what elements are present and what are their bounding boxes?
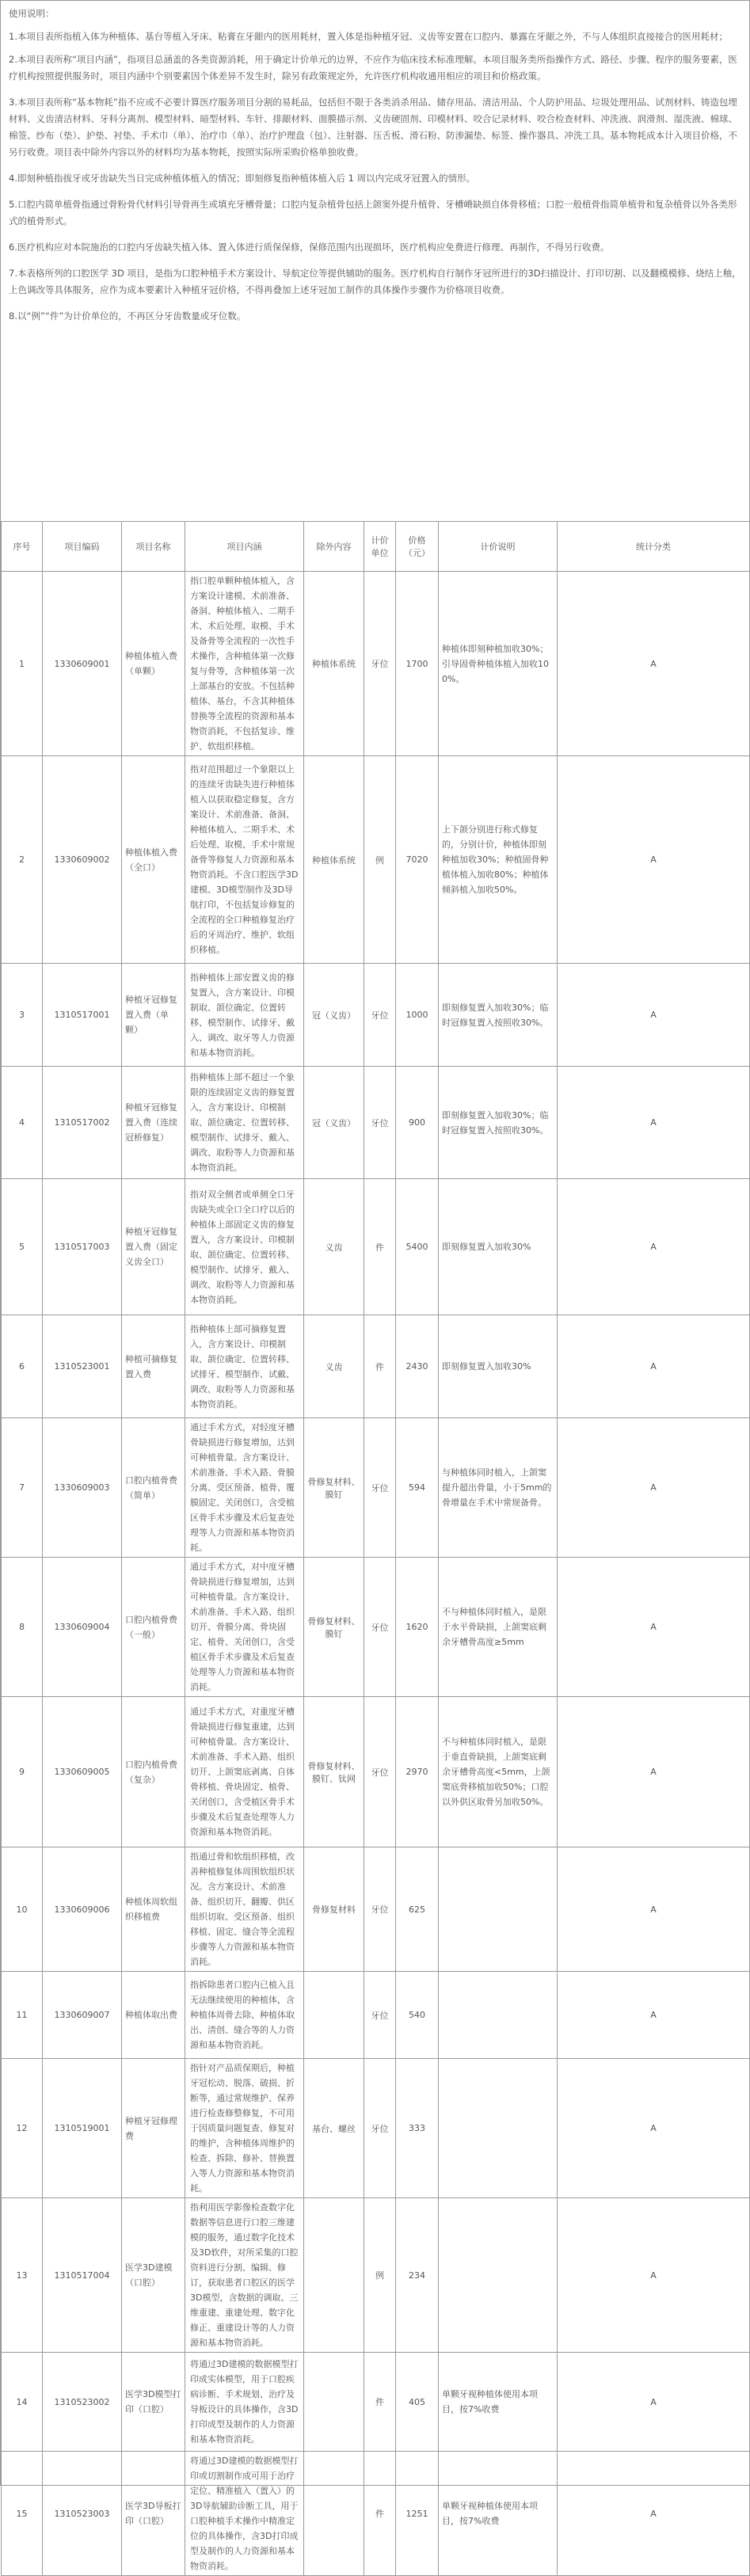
cell-content: 指对双全侧者或单侧全口牙齿缺失或全口全口疗以后的种植体上部固定义齿的修复置入，含方案设计、印模制取、颌位确定、位置转移、模型制作、试排牙、戴入、调改、取粉等人力资源和基本物资消耗。 — [185, 1179, 304, 1315]
cell-price: 540 — [396, 1972, 439, 2059]
cell-content: 通过手术方式，对轻度牙槽骨缺损进行修复增加，达到可种植骨量。含方案设计、术前准备、手术入路、骨膜分离、受区预备、植骨、覆膜固定、关闭创口，含受植区骨手术步骤及术后复查处理等人力资源和基本物资消耗。 — [185, 1418, 304, 1558]
cell-exclude: 义齿 — [304, 1315, 364, 1418]
cell-note: 种植体即刻种植加收30%；引导固骨种植体植入加收100%。 — [439, 572, 558, 756]
cell-unit: 牙位 — [364, 1972, 396, 2059]
cell-name: 种植体植入费（单颗） — [122, 572, 185, 756]
pricing-table — [1, 521, 750, 2576]
cell-code: 1310517002 — [43, 1067, 122, 1179]
cell-content: 指种植体上部安置义齿的修复置入，含方案设计、印模制取、颌位确定、位置转移、模型制作、试排牙、戴入、调改、取牙等人力资源和基本物资消耗。 — [185, 964, 304, 1067]
cell-price: 234 — [396, 2198, 439, 2353]
cell-note — [439, 2059, 558, 2198]
table-row — [2, 2198, 750, 2353]
cell-content: 指种植体上部可摘修复置入，含方案设计、印模制取、颌位确定、位置转移、试排牙、模型制作、试戴、调改、取粉等人力资源和基本物资消耗。 — [185, 1315, 304, 1418]
cell-no: 3 — [2, 964, 43, 1067]
cell-price: 900 — [396, 1067, 439, 1179]
header-unit: 计价单位 — [364, 522, 396, 572]
cell-category: A — [558, 1179, 750, 1315]
cell-category: A — [558, 2059, 750, 2198]
cell-price: 405 — [396, 2353, 439, 2452]
cell-code: 1310519001 — [43, 2059, 122, 2198]
cell-category: A — [558, 1972, 750, 2059]
cell-category: A — [558, 1067, 750, 1179]
cell-content: 指利用医学影像检查数字化数据等信息进行口腔三维建模的服务，通过数字化技术及3D软件，对所采集的口腔资料进行分割、编辑、修订，获取患者口腔区的医学3D模型，含数据的调取、三维重建、重建处理、数字化修正、重建设计等的人力资源和基本物资消耗。 — [185, 2198, 304, 2353]
cell-name: 种植牙冠修复置入费（固定义齿全口） — [122, 1179, 185, 1315]
cell-note: 不与种植体同时植入，是限于水平骨缺损，上颌窦底剩余牙槽骨高度≥5mm — [439, 1558, 558, 1697]
cell-no: 4 — [2, 1067, 43, 1179]
cell-name: 口腔内植骨费（一般） — [122, 1558, 185, 1697]
cell-no: 6 — [2, 1315, 43, 1418]
cell-name: 种植牙冠修复置入费（连续冠桥修复） — [122, 1067, 185, 1179]
cell-content: 将通过3D建模的数据模型打印或切割制作成可用于治疗定位、精准植入（置入）的3D导航辅助诊断工具，用于口腔种植手术操作中精准定位的具体操作，含3D打印成型及制作的人力资源和基本物资消耗。 — [185, 2452, 304, 2576]
cell-name: 种植可摘修复置入费 — [122, 1315, 185, 1418]
header-price: 价格（元） — [396, 522, 439, 572]
cell-name: 口腔内植骨费（复杂） — [122, 1697, 185, 1847]
cell-unit: 件 — [364, 2353, 396, 2452]
notes-title: 使用说明： — [9, 8, 55, 19]
cell-code: 1330609002 — [43, 756, 122, 964]
cell-price: 1251 — [396, 2452, 439, 2576]
cell-exclude — [304, 2198, 364, 2353]
cell-content: 指通过骨和软组织移植，改善种植修复体周围软组织状况。含方案设计、术前准备、组织切开、翻瓣、供区组织切取、受区预备、组织移植、固定、缝合等全流程步骤等人力资源和基本物资消耗。 — [185, 1847, 304, 1972]
cell-exclude — [304, 1972, 364, 2059]
cell-note: 上下颌分别进行称式修复的，分别计价，种植体即刻种植加收30%；种植固骨种植体植入加收80%；种植体倾斜植入加收50%。 — [439, 756, 558, 964]
cell-exclude: 骨修复材料 — [304, 1847, 364, 1972]
cell-name: 医学3D建模（口腔） — [122, 2198, 185, 2353]
header-category: 统计分类 — [558, 522, 750, 572]
table-row — [2, 1558, 750, 1697]
cell-no: 15 — [2, 2452, 43, 2576]
cell-no: 14 — [2, 2353, 43, 2452]
cell-unit: 件 — [364, 1315, 396, 1418]
cell-name: 口腔内植骨费（简单） — [122, 1418, 185, 1558]
cell-content: 指对范围超过一个象限以上的连续牙齿缺失进行种植体植入以获取稳定修复，含方案设计、术前准备、备洞、种植体植入、二期手术、术后处理、取模、手术中常规备骨等修复人力资源和基本物资消耗。不含口腔医学3D建模、3D模型制作及3D导航打印，不包括复诊修复的全流程的全口种植修复治疗后的牙周治疗、维护、软组织移植。 — [185, 756, 304, 964]
cell-no: 7 — [2, 1418, 43, 1558]
cell-note: 即刻修复置入加收30% — [439, 1179, 558, 1315]
cell-content: 通过手术方式，对中度牙槽骨缺损进行修复增加，达到可种植骨量。含方案设计、术前准备、手术入路、组织切开、骨膜分离、骨块固定、植骨、关闭创口，含受植区骨手术步骤及术后复查处理等人力资源和基本物资消耗。 — [185, 1558, 304, 1697]
cell-exclude: 基台、螺丝 — [304, 2059, 364, 2198]
note-item-3: 3.本项目表所称“基本物耗”指不应或不必要计算医疗服务项目分割的易耗品，包括但不限于各类消杀用品、储存用品、清洁用品、个人防护用品、垃圾处理用品、试剂材料、铸造包埋材料、义齿清洁材料、牙科分离剂、模型材料、暗型材料、车针、排龈材料、面膜描示剂、义齿硬固剂、印模材料、咬合记录材料、咬合检查材料、冲洗液、润滑剂、湿洗液、棉球、棉签、纱布（垫）、护垫、衬垫、手术巾（单）、治疗巾（单）、治疗护理盘（包）、注射器、压舌板、滑石粉、防渗漏垫、标签、操作器具、冲洗工具。基本物耗成本计入项目价格，不另行收费。项目表中除外内容以外的材料均为基本物耗，按照实际所采购价格单独收费。 — [9, 97, 737, 158]
cell-no: 2 — [2, 756, 43, 964]
table-row — [2, 756, 750, 964]
note-item-7: 7.本表格所列的口腔医学 3D 项目，是指为口腔种植手术方案设计、导航定位等提供辅助的服务。医疗机构自行制作牙冠所进行的3D扫描设计、打印切割、以及翻模模修、烧结上釉，上色调改等具体服务，应作为成本要素计入种植牙冠价格，不得再叠加上述牙冠加工制作的具体操作步骤作为价格项目收费。 — [9, 268, 741, 295]
cell-no: 5 — [2, 1179, 43, 1315]
cell-unit: 牙位 — [364, 572, 396, 756]
cell-note: 即刻修复置入加收30%；临时冠修复置入按照收30%。 — [439, 1067, 558, 1179]
cell-note — [439, 2198, 558, 2353]
note-item-4: 4.即刻种植指拔牙或牙齿缺失当日完成种植体植入的情况；即刻修复指种植体植入后 1 周以内完成牙冠置入的情形。 — [9, 173, 476, 184]
cell-price: 1700 — [396, 572, 439, 756]
cell-price: 625 — [396, 1847, 439, 1972]
table-row — [2, 1179, 750, 1315]
cell-category: A — [558, 1697, 750, 1847]
cell-note: 单颗牙视种植体使用本项目，按7%收费 — [439, 2452, 558, 2576]
cell-price: 1000 — [396, 964, 439, 1067]
cell-exclude: 种植体系统 — [304, 756, 364, 964]
cell-exclude: 骨修复材料、膜钉 — [304, 1558, 364, 1697]
cell-name: 种植牙冠修复置入费（单颗） — [122, 964, 185, 1067]
cell-no: 8 — [2, 1558, 43, 1697]
cell-category: A — [558, 2452, 750, 2576]
table-row — [2, 1847, 750, 1972]
cell-price: 1620 — [396, 1558, 439, 1697]
cell-name: 种植牙冠修理费 — [122, 2059, 185, 2198]
cell-exclude: 骨修复材料、膜钉、钛网 — [304, 1697, 364, 1847]
cell-exclude — [304, 2353, 364, 2452]
note-item-5: 5.口腔内简单植骨指通过骨粉骨代材料引导骨再生或填充牙槽骨量；口腔内复杂植骨包括上颌窦外提升植骨、牙槽嵴缺损自体骨移植；口腔一般植骨指简单植骨和复杂植骨以外各类形式的植骨形式。 — [9, 199, 737, 226]
cell-unit: 牙位 — [364, 964, 396, 1067]
cell-price: 7020 — [396, 756, 439, 964]
cell-no: 10 — [2, 1847, 43, 1972]
cell-code: 1310517001 — [43, 964, 122, 1067]
cell-code: 1310517003 — [43, 1179, 122, 1315]
cell-exclude: 骨修复材料、膜钉 — [304, 1418, 364, 1558]
cell-unit: 例 — [364, 756, 396, 964]
cell-price: 2430 — [396, 1315, 439, 1418]
cell-price: 594 — [396, 1418, 439, 1558]
cell-code: 1330609007 — [43, 1972, 122, 2059]
table-row — [2, 964, 750, 1067]
cell-exclude — [304, 2452, 364, 2576]
table-row — [2, 1067, 750, 1179]
table-row — [2, 1418, 750, 1558]
cell-note: 与种植体同时植入，上颌窦提升超出骨量，小于5mm的骨增量在手术中常规备骨。 — [439, 1418, 558, 1558]
cell-name: 医学3D模型打印（口腔） — [122, 2353, 185, 2452]
cell-note: 不与种植体同时植入，是限于垂直骨缺损，上颌窦底剩余牙槽骨高度<5mm，上颌窦底骨移植加收50%；口腔以外供区取骨另加收50%。 — [439, 1697, 558, 1847]
cell-code: 1330609003 — [43, 1418, 122, 1558]
cell-exclude: 义齿 — [304, 1179, 364, 1315]
cell-code: 1310523001 — [43, 1315, 122, 1418]
table-row — [2, 1697, 750, 1847]
table-row — [2, 2353, 750, 2452]
cell-name: 医学3D导板打印（口腔） — [122, 2452, 185, 2576]
cell-note: 即刻修复置入加收30%；临时冠修复置入按照收30%。 — [439, 964, 558, 1067]
cell-name: 种植体植入费（全口） — [122, 756, 185, 964]
table-row — [2, 2059, 750, 2198]
note-item-2: 2.本项目表所称“项目内涵”，指项目总涵盖的各类资源消耗，用于确定计价单元的边界，不应作为临床技术标准理解。本项目服务类所指操作方式、路径、步骤、程序的服务要素，医疗机构按照提供服务时，项目内涵中个别要素因个体差异不发生时，除另有政策规定外，允许医疗机构收通用相应的项目和价格政策。 — [9, 54, 737, 82]
cell-note: 即刻修复置入加收30% — [439, 1315, 558, 1418]
header-name: 项目名称 — [122, 522, 185, 572]
cell-category: A — [558, 1558, 750, 1697]
cell-exclude: 冠（义齿） — [304, 964, 364, 1067]
header-no: 序号 — [2, 522, 43, 572]
cell-category: A — [558, 2198, 750, 2353]
cell-category: A — [558, 1315, 750, 1418]
cell-note — [439, 1972, 558, 2059]
cell-price: 333 — [396, 2059, 439, 2198]
note-item-1: 1.本项目表所指植入体为种植体、基台等植入牙床、粘膏在牙龈内的医用耗材，置入体是指种植牙冠、义齿等安置在口腔内、暴露在牙龈之外，不与人体组织直接接合的医用耗材； — [9, 31, 728, 42]
cell-no: 9 — [2, 1697, 43, 1847]
cell-content: 指针对产品质保期后，种植牙冠松动、脱落、破损、折断等，通过常规维护、保养进行检查修整修复，不可用于因质量问题复查、修复对的维护，含种植体周维护的检查、拆除、修补、替换置入等人力资源和基本物资消耗。 — [185, 2059, 304, 2198]
cell-unit: 牙位 — [364, 1558, 396, 1697]
cell-unit: 牙位 — [364, 1847, 396, 1972]
cell-unit: 件 — [364, 1179, 396, 1315]
cell-code: 1330609005 — [43, 1697, 122, 1847]
table-row — [2, 572, 750, 756]
cell-note — [439, 1847, 558, 1972]
cell-no: 1 — [2, 572, 43, 756]
cell-code: 1330609006 — [43, 1847, 122, 1972]
header-content: 项目内涵 — [185, 522, 304, 572]
cell-no: 13 — [2, 2198, 43, 2353]
cell-unit: 牙位 — [364, 1418, 396, 1558]
note-item-6: 6.医疗机构应对本院施治的口腔内牙齿缺失植入体、置入体进行质保保修，保修范围内出现损坏，医疗机构应免费进行修理、再制作，不得另行收费。 — [9, 242, 610, 253]
cell-note: 单颗牙视种植体使用本项目，按7%收费 — [439, 2353, 558, 2452]
table-row — [2, 1315, 750, 1418]
usage-notes — [1, 1, 749, 521]
cell-name: 种植体取出费 — [122, 1972, 185, 2059]
header-note: 计价说明 — [439, 522, 558, 572]
cell-price: 2970 — [396, 1697, 439, 1847]
cell-no: 12 — [2, 2059, 43, 2198]
table-header-row — [2, 522, 750, 572]
cell-code: 1310523002 — [43, 2353, 122, 2452]
cell-exclude: 种植体系统 — [304, 572, 364, 756]
cell-exclude: 冠（义齿） — [304, 1067, 364, 1179]
cell-unit: 例 — [364, 2198, 396, 2353]
cell-content: 指种植体上部不超过一个象限的连续固定义齿的修复置入，含方案设计、印模制取、颌位确定、位置转移、模型制作、试排牙、戴入、调改、取粉等人力资源和基本物资消耗。 — [185, 1067, 304, 1179]
cell-category: A — [558, 1847, 750, 1972]
cell-category: A — [558, 2353, 750, 2452]
header-code: 项目编码 — [43, 522, 122, 572]
cell-content: 指拆除患者口腔内已植入且无法继续使用的种植体，含种植体周骨去除、种植体取出、清创、缝合等的人力资源和基本物资消耗。 — [185, 1972, 304, 2059]
cell-code: 1330609004 — [43, 1558, 122, 1697]
table-row — [2, 1972, 750, 2059]
cell-code: 1330609001 — [43, 572, 122, 756]
cell-content: 指口腔单颗种植体植入，含方案设计建模、术前准备、备洞、种植体植入、二期手术、术后处理、取模、手术及备骨等全流程的一次性手术操作，含种植体第一次修复与骨等，含种植体第一次上部基台的安放。不包括种植体、基台，不含其种植体替换等全流程的资源和基本物资消耗，不包括复诊、维护、软组织移植。 — [185, 572, 304, 756]
note-item-8: 8.以“例”“件”为计价单位的，不再区分牙齿数量或牙位数。 — [9, 310, 246, 322]
cell-no: 11 — [2, 1972, 43, 2059]
table-row — [2, 2452, 750, 2576]
cell-category: A — [558, 572, 750, 756]
cell-content: 通过手术方式，对重度牙槽骨缺损进行修复重建，达到可种植骨量。含方案设计、术前准备、手术入路、组织切开、上颌窦底剥离、自体骨移植、骨块固定、植骨、关闭创口，含受植区骨手术步骤及术后复查处理等人力资源和基本物资消耗。 — [185, 1697, 304, 1847]
cell-category: A — [558, 1418, 750, 1558]
cell-code: 1310517004 — [43, 2198, 122, 2353]
cell-category: A — [558, 964, 750, 1067]
cell-name: 种植体周软组织移植费 — [122, 1847, 185, 1972]
cell-category: A — [558, 756, 750, 964]
cell-unit: 牙位 — [364, 1067, 396, 1179]
cell-price: 5400 — [396, 1179, 439, 1315]
cell-code: 1310523003 — [43, 2452, 122, 2576]
cell-unit: 件 — [364, 2452, 396, 2576]
cell-content: 将通过3D建模的数据模型打印成实体模型，用于口腔疾病诊断、手术规划、治疗及导板设计的具体操作，含3D打印成型及制作的人力资源和基本物资消耗。 — [185, 2353, 304, 2452]
cell-unit: 牙位 — [364, 1697, 396, 1847]
cell-unit: 牙位 — [364, 2059, 396, 2198]
header-exclude: 除外内容 — [304, 522, 364, 572]
